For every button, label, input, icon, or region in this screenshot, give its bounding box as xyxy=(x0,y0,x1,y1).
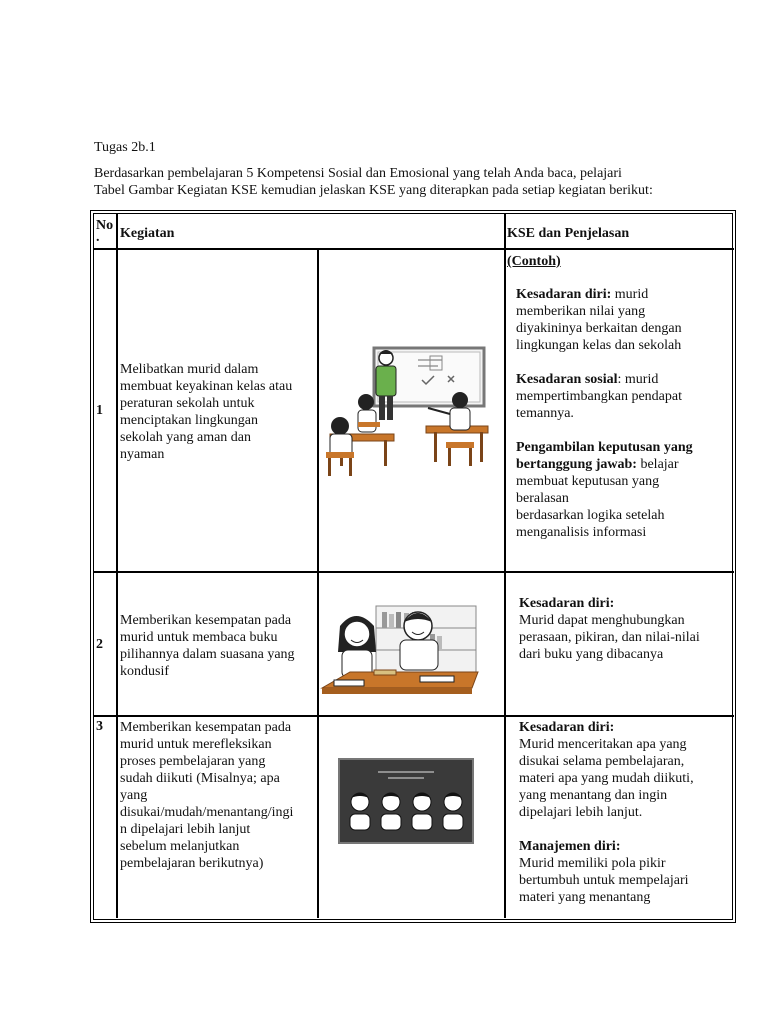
instruction-text xyxy=(94,165,734,199)
col-rule-kse xyxy=(504,214,506,918)
row-rule-1 xyxy=(94,571,734,573)
kse-item: Kesadaran diri: Murid dapat menghubungkan perasaan, pikiran, dan nilai-nilai dari buku yang dibacanya xyxy=(519,596,700,662)
kegiatan-cell: Melibatkan murid dalam membuat keyakinan kelas atau peraturan sekolah untuk menciptakan lingkungan sekolah yang aman dan nyaman xyxy=(120,362,293,462)
students-reading-illustration xyxy=(320,576,480,710)
instruction-line-1: Berdasarkan pembelajaran 5 Kompetensi Sosial dan Emosional yang telah Anda baca, pelajari xyxy=(94,166,622,181)
header-kse: KSE dan Penjelasan xyxy=(507,226,630,241)
instruction-line-2: Tabel Gambar Kegiatan KSE kemudian jelaskan KSE yang diterapkan pada setiap kegiatan berikut: xyxy=(94,183,653,198)
row-rule-2 xyxy=(94,715,734,717)
kse-cell xyxy=(516,286,730,541)
kse-item: Pengambilan keputusan yang bertanggung jawab: belajar membuat keputusan yang beralasan berdasarkan logika setelah menganalisis informasi xyxy=(516,440,693,540)
kse-cell xyxy=(519,719,733,906)
header-rule xyxy=(94,248,734,250)
header-no: No . xyxy=(96,218,114,245)
classroom-discussion-illustration xyxy=(322,330,498,478)
col-rule-no xyxy=(116,214,118,918)
contoh-label: (Contoh) xyxy=(507,254,561,269)
kegiatan-cell: Memberikan kesempatan pada murid untuk membaca buku pilihannya dalam suasana yang kondusif xyxy=(120,613,295,679)
row-number: 1 xyxy=(96,403,103,418)
kegiatan-cell: Memberikan kesempatan pada murid untuk merefleksikan proses pembelajaran yang sudah diikuti (Misalnya; apa yang disukai/mudah/menantang/ingi n dipelajari lebih lanjut sebelum melanjutkan pembelajaran berikutnya) xyxy=(120,720,294,871)
kse-item: Kesadaran sosial: murid mempertimbangkan pendapat temannya. xyxy=(516,372,682,421)
row-number: 3 xyxy=(96,719,103,734)
col-rule-image xyxy=(317,250,319,918)
page-title: Tugas 2b.1 xyxy=(94,140,156,155)
row-number: 2 xyxy=(96,637,103,652)
reflection-faces-illustration xyxy=(338,758,474,844)
kse-item: Manajemen diri: Murid memiliki pola pikir bertumbuh untuk mempelajari materi yang menantang xyxy=(519,839,689,905)
header-kegiatan: Kegiatan xyxy=(120,226,175,241)
kse-item: Kesadaran diri: murid memberikan nilai yang diyakininya berkaitan dengan lingkungan kelas dan sekolah xyxy=(516,287,682,353)
kse-item: Kesadaran diri: Murid menceritakan apa yang disukai selama pembelajaran, materi apa yang mudah diikuti, yang menantang dan ingin dipelajari lebih lanjut. xyxy=(519,720,694,820)
kse-cell xyxy=(519,595,733,663)
